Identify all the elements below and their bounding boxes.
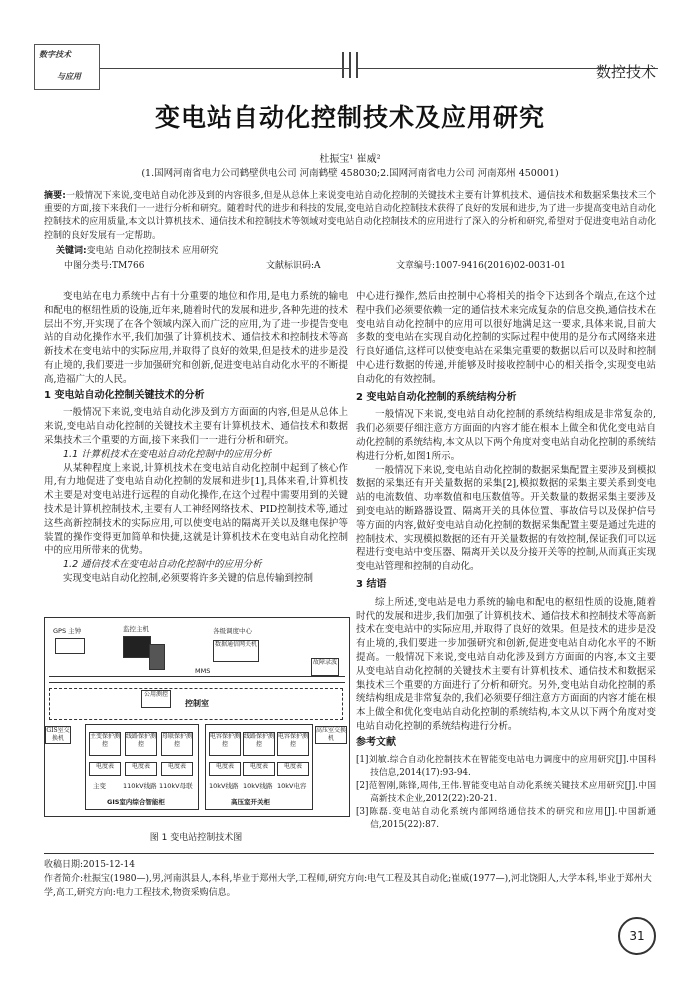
- meter-4-label: 电度表: [215, 763, 234, 770]
- meter-1-label: 电度表: [95, 763, 114, 770]
- gis-switch-label: GIS室交换机: [46, 727, 70, 742]
- author-bio: 作者简介:杜振宝(1980—),男,河南淇县人,本科,毕业于郑州大学,工程师,研究方向:电气工程及其自动化;崔威(1977—),河北饶阳人,大学本科,毕业于郑州大学,高工,研究方向:电力工程技术,物资采购信息。: [44, 874, 652, 898]
- bay-4-label: 10kV线路: [209, 782, 239, 790]
- meter-3-label: 电度表: [167, 763, 186, 770]
- section-1-1-paragraph: 从某种程度上来说,计算机技术在变电站自动化控制中起到了核心作用,有力地促进了变电站自动化控制的发展和进步[1],具体来看,计算机技术主要是对变电站进行远程的自动化操作,在这个过程中需要用到的关键技术是计算机控制技术,主要有人工神经网络技术、PID控制技术等,通过这些高新控制技术的实际应用,可以使变电站的隔离开关以及继电保护等装置的操作变得更加简单和快捷,这就是计算机技术在变电站自动化控制中的应用所带来的优势。: [44, 462, 348, 557]
- gateway-label: 数据通信网关机: [214, 641, 257, 648]
- control-room-frame: [49, 688, 343, 720]
- authors: 杜振宝¹ 崔威²: [319, 154, 381, 165]
- protection-3-label: 母联保护测控: [162, 733, 193, 748]
- meter-2-label: 电度表: [131, 763, 150, 770]
- public-measure-label: 公用测控: [143, 691, 168, 698]
- continued-paragraph: 中心进行操作,然后由控制中心将相关的指令下达到各个端点,在这个过程中我们必须要依赖一定的通信技术来完成复杂的信息交换,通信技术在变电站自动化控制中的应用可以很好地满足这一要求,具体来说,目前大多数的变电站在实现自动化控制的实际过程中使用的是分布式网络来进行良好通信,这样可以使变电站在采集完重要的数据以后可以及时和控制中心进行数据的传递,并能够及时接收控制中心的相关指令,实现变电站自动化的有效控制。: [356, 291, 656, 385]
- reference-3: [3]陈磊.变电站自动化系统内部网络通信技术的研究和应用[J].中国新通信,2015(22):87.: [356, 806, 656, 830]
- figure-caption: 图 1 变电站控制技术图: [149, 833, 243, 843]
- section-1-heading: 1 变电站自动化控制关键技术的分析: [44, 389, 205, 401]
- journal-badge: [34, 44, 100, 90]
- section-2-heading: 2 变电站自动化控制的系统结构分析: [356, 391, 517, 403]
- gis-switch-box: [45, 726, 71, 744]
- header-rule-left: [100, 68, 350, 69]
- bay-5-label: 10kV线路: [243, 782, 273, 790]
- section-3-heading: 3 结语: [356, 578, 387, 590]
- protection-1-box: [89, 732, 121, 756]
- received-date: 收稿日期:2015-12-14: [44, 860, 135, 870]
- abstract: [44, 190, 656, 243]
- page-number: 31: [618, 917, 656, 955]
- protection-4-label: 电容保护测控: [210, 733, 241, 748]
- clc-number: 中图分类号:TM766: [64, 261, 145, 271]
- meter-4: [209, 762, 241, 776]
- gps-label: GPS 主钟: [53, 627, 82, 635]
- goose-bus: [49, 682, 345, 683]
- bay-1-label: 主变: [93, 782, 106, 790]
- section-1-paragraph: 一般情况下来说,变电站自动化涉及到方方面面的内容,但是从总体上来说,变电站自动化控制的关键技术主要有计算机技术、通信技术和数据采集技术三个重要的方面,接下来我们一一进行分析和研究。: [44, 407, 348, 446]
- section-1-2-paragraph: 实现变电站自动化控制,必须要将许多关键的信息传输到控制: [63, 572, 314, 584]
- gis-panel-label: GIS室内综合智能柜: [107, 798, 165, 806]
- protection-5-box: [243, 732, 275, 756]
- section-name: 数控技术: [595, 63, 656, 81]
- affiliation: (1.国网河南省电力公司鹤壁供电公司 河南鹤壁 458030;2.国网河南省电力公司 河南郑州 450001): [141, 168, 559, 179]
- protection-1-label: 主变保护测控: [90, 733, 121, 748]
- left-column: [44, 290, 348, 586]
- mms-label: MMS: [195, 667, 211, 675]
- fault-recorder-box: [311, 658, 339, 676]
- computer-tower-icon: [149, 644, 165, 670]
- hv-switch-box: [315, 726, 347, 744]
- badge-line2: 与应用: [57, 71, 81, 81]
- fault-label: 故障录波: [312, 659, 337, 666]
- gps-box: [55, 638, 85, 654]
- monitor-label: 监控主机: [123, 625, 149, 633]
- doc-code: 文献标识码:A: [266, 261, 321, 271]
- section-2-paragraph-2: 一般情况下来说,变电站自动化控制的数据采集配置主要涉及到模拟数据的采集还有开关量数据的采集[2],模拟数据的采集主要关系到变电站的电流数值、功率数值和电压数值等。开关数量的数据采集主要涉及到变电站的断路器设置、隔离开关的具体位置、事故信号以及保护信号等方面的内容,做好变电站自动化控制的数据采集配置主要是通过先进的控制技术、实现模拟数据的还有开关量数据的有效控制,保证我们可以远程进行变电站中变压器、隔离开关以及分接开关等的控制,从而真正实现变电站管理和控制的自动化。: [356, 464, 656, 573]
- article-number: 文章编号:1007-9416(2016)02-0031-01: [396, 261, 566, 271]
- keywords: [56, 243, 218, 256]
- abstract-label: 摘要:: [44, 191, 66, 201]
- gateway-box: [213, 640, 259, 662]
- meter-6: [277, 762, 309, 776]
- hv-switch-label: 高压室交换机: [316, 727, 347, 742]
- meter-5-label: 电度表: [249, 763, 268, 770]
- references-heading: 参考文献: [356, 736, 396, 748]
- meter-2: [125, 762, 157, 776]
- paper-title: 变电站自动化控制技术及应用研究: [154, 103, 545, 132]
- footer-rule: [44, 853, 654, 854]
- abstract-text: 一般情况下来说,变电站自动化涉及到的内容很多,但是从总体上来说变电站自动化控制的关键技术主要有计算机技术、通信技术和数据采集技术三个重要的方面,接下来我们一一进行分析和研究。随着时代的进步和科技的发展,变电站自动化控制技术获得了良好的发展和进步,为了进一步提高变电站自动化控制技术的应用质量,本文以计算机技术、通信技术和控制技术等领域对变电站自动化控制技术的应用进行了深入的分析和研究,希望对于促进变电站自动化控制的良好发展有一定帮助。: [44, 191, 656, 241]
- control-room-label: 控制室: [185, 699, 209, 708]
- bay-2-label: 110kV线路: [123, 782, 157, 790]
- right-column: [356, 290, 656, 832]
- protection-6-box: [277, 732, 309, 756]
- meter-6-label: 电度表: [283, 763, 302, 770]
- protection-2-box: [125, 732, 157, 756]
- monitor-icon: [123, 636, 151, 658]
- meter-1: [89, 762, 121, 776]
- protection-6-label: 电容保护测控: [278, 733, 309, 748]
- badge-line1: 数字技术: [39, 49, 71, 59]
- mms-bus: [49, 676, 345, 677]
- figure-1: [44, 617, 350, 817]
- header-bars: [340, 52, 362, 78]
- protection-5-label: 线路保护测控: [244, 733, 275, 748]
- section-3-paragraph: 综上所述,变电站是电力系统的输电和配电的枢纽性质的设施,随着时代的发展和进步,我们加强了计算机技术、通信技术和控制技术等高新技术在变电站中的实际应用,并取得了良好的效果。但是技术的进步是没有止境的,我们要进一步加强研究和创新,促进变电站自动化水平的不断提高。一般情况下来说,变电站自动化涉及到方方面面的内容,本文主要从变电站自动化控制的关键技术主要有计算机技术、通信技术和数据采集技术三个重要的方面进行了分析和研究。另外,变电站自动化控制的系统结构组成是非常复杂的,我们必须要仔细注意方方面面的内容才能在根本上做全和优化变电站自动化控制的系统结构,本文从以下两个角度对变电站自动化控制的系统结构进行分析。: [356, 596, 656, 732]
- protection-3-box: [161, 732, 193, 756]
- keywords-text: 变电站 自动化控制技术 应用研究: [86, 246, 219, 256]
- hv-panel-label: 高压室开关柜: [231, 798, 270, 806]
- keywords-label: 关键词:: [56, 246, 87, 256]
- remote-label: 各级调度中心: [213, 627, 252, 635]
- reference-1: [1]刘敏.综合自动化控制技术在智能变电站电力调度中的应用研究[J].中国科技信息,2014(17):93-94.: [356, 754, 656, 778]
- meter-3: [161, 762, 193, 776]
- section-2-paragraph-1: 一般情况下来说,变电站自动化控制的系统结构组成是非常复杂的,我们必须要仔细注意方方面面的内容才能在根本上做全和优化变电站自动化控制的系统结构,本文从以下两个角度对变电站自动化控制的系统结构进行分析,如图1所示。: [356, 409, 656, 462]
- bay-3-label: 110kV母联: [159, 782, 193, 790]
- protection-4-box: [209, 732, 241, 756]
- section-1-1-heading: 1.1 计算机技术在变电站自动化控制中的应用分析: [63, 448, 272, 460]
- reference-2: [2]范智刚,陈锋,周伟,王伟.智能变电站自动化系统关键技术应用研究[J].中国高新技术企业,2012(22):20-21.: [356, 780, 656, 804]
- meter-5: [243, 762, 275, 776]
- references-list: [356, 754, 656, 832]
- intro-paragraph: 变电站在电力系统中占有十分重要的地位和作用,是电力系统的输电和配电的枢纽性质的设施,近年来,随着时代的发展和进步,各种先进的技术层出不穷,开实现了在各个领域内深入而广泛的应用,为了进一步提告变电站的自动化操作水平,我们加强了计算机技术、通信技术和控制技术等高新技术在变电站中的实际应用,并取得了良好的效果,但是技术的进步是没有止境的,我们要进一步加强研究和创新,促进变电站自动化水平的不断提高,造福广大的人民。: [44, 291, 348, 385]
- section-1-2-heading: 1.2 通信技术在变电站自动化控制中的应用分析: [63, 559, 262, 571]
- bay-6-label: 10kV电容: [277, 782, 307, 790]
- protection-2-label: 线路保护测控: [126, 733, 157, 748]
